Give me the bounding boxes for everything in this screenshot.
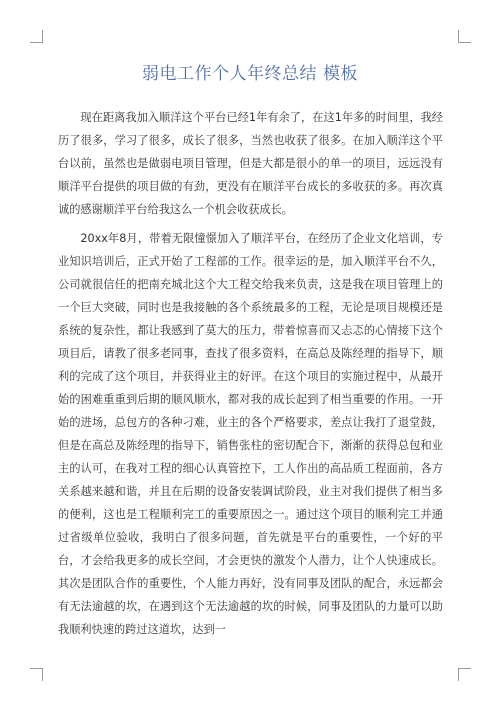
crop-mark-top-left <box>30 30 43 43</box>
crop-mark-top-right <box>458 30 471 43</box>
paragraph-1: 现在距离我加入顺洋这个平台已经1年有余了，在这1年多的时间里，我经历了很多，学习了很多，成长了很多，当然也收获了很多。在加入顺洋这个平台以前，虽然也是做弱电项目管理，但是大都是很小的单一的项目，远远没有顺洋平台提供的项目做的有劲，更没有在顺洋平台成长的多收获的多。再次真诚的感谢顺洋平台给我这么一个机会收获成长。 <box>58 111 443 216</box>
document-title: 弱电工作个人年终总结 模板 <box>142 64 358 84</box>
crop-mark-bottom-right <box>458 668 471 681</box>
crop-mark-bottom-left <box>30 668 43 681</box>
paragraph-2: 20xx年8月，带着无限憧憬加入了顺洋平台，在经历了企业文化培训，专业知识培训后，正式开始了工程部的工作。很幸运的是，加入顺洋平台不久，公司就很信任的把南充城北这个大工程交给我来负责，这是我在项目管理上的一个巨大突破，同时也是我接触的各个系统最多的工程，无论是项目规模还是系统的复杂性，都让我感到了莫大的压力，带着惊喜而又忐忑的心情接下这个项目后，请教了很多老同事，查找了很多资料，在高总及陈经理的指导下，顺利的完成了这个项目，并获得业主的好评。在这个项目的实施过程中，从最开始的困难重重到后期的顺风顺水，都对我的成长起到了相当重要的作用。一开始的进场，总包方的各种刁难，业主的各个严格要求，差点让我打了退堂鼓，但是在高总及陈经理的指导下，销售张柱的密切配合下，渐渐的获得总包和业主的认可，在我对工程的细心认真管控下，工人作出的高品质工程面前，各方关系越来越和谐，并且在后期的设备安装调试阶段，业主对我们提供了相当多的便利，这也是工程顺利完工的重要原因之一。通过这个项目的顺利完工并通过省级单位验收，我明白了很多问题，首先就是平台的重要性，一个好的平台，才会给我更多的成长空间，才会更快的激发个人潜力，让个人快速成长。其次是团队合作的重要性，个人能力再好，没有同事及团队的配合，永远都会有无法逾越的坎，在遇到这个无法逾越的坎的时候，同事及团队的力量可以助我顺利快速的跨过这道坎，达到一 <box>58 232 443 636</box>
document-body <box>58 106 443 647</box>
